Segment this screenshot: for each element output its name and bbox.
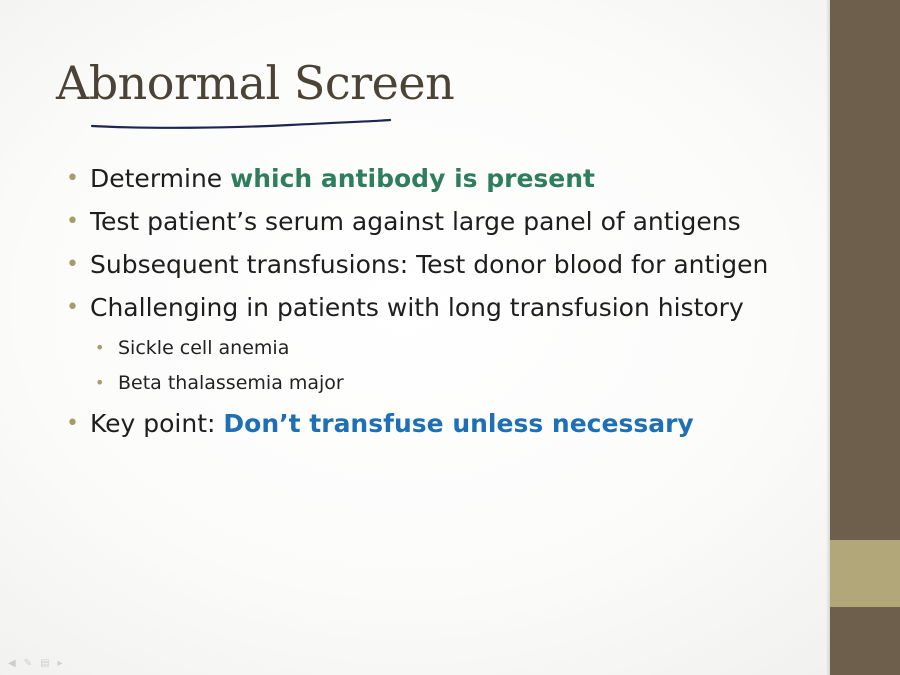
bullet-dot: • <box>95 338 105 357</box>
bullet-item <box>64 250 824 280</box>
bullet-text: Key point: <box>90 409 224 438</box>
bullet-item <box>64 409 824 439</box>
bullet-item <box>64 293 824 323</box>
sub-bullet-item <box>64 371 824 395</box>
more-icon[interactable]: ▸ <box>57 658 63 669</box>
bullet-dot: • <box>66 411 79 436</box>
bullet-dot: • <box>66 295 79 320</box>
bullet-dot: • <box>66 166 79 191</box>
bullet-text: Test patient’s serum against large panel of antigens <box>90 207 741 236</box>
slide-title: Abnormal Screen <box>56 56 455 110</box>
bullet-dot: • <box>66 209 79 234</box>
slideshow-controls <box>8 658 63 669</box>
bullet-text: Subsequent transfusions: Test donor blood for antigen <box>90 250 769 279</box>
sub-bullet-text: Sickle cell anemia <box>118 337 290 359</box>
bullet-text: Determine <box>90 164 231 193</box>
bullet-item <box>64 164 824 194</box>
pen-icon[interactable]: ✎ <box>23 658 33 669</box>
slides-icon[interactable]: ▤ <box>40 658 50 669</box>
bullet-highlight: Don’t transfuse unless necessary <box>223 409 694 438</box>
title-underline <box>90 116 400 132</box>
bullet-text: Challenging in patients with long transfusion history <box>90 293 744 322</box>
bullet-dot: • <box>95 373 105 392</box>
bullet-item <box>64 207 824 237</box>
sub-bullet-text: Beta thalassemia major <box>118 372 344 394</box>
side-decor-accent <box>830 540 900 607</box>
bullet-highlight: which antibody is present <box>230 164 595 193</box>
bullet-list <box>64 164 824 452</box>
bullet-dot: • <box>66 252 79 277</box>
sub-bullet-item <box>64 336 824 360</box>
prev-icon[interactable]: ◀ <box>8 658 16 669</box>
